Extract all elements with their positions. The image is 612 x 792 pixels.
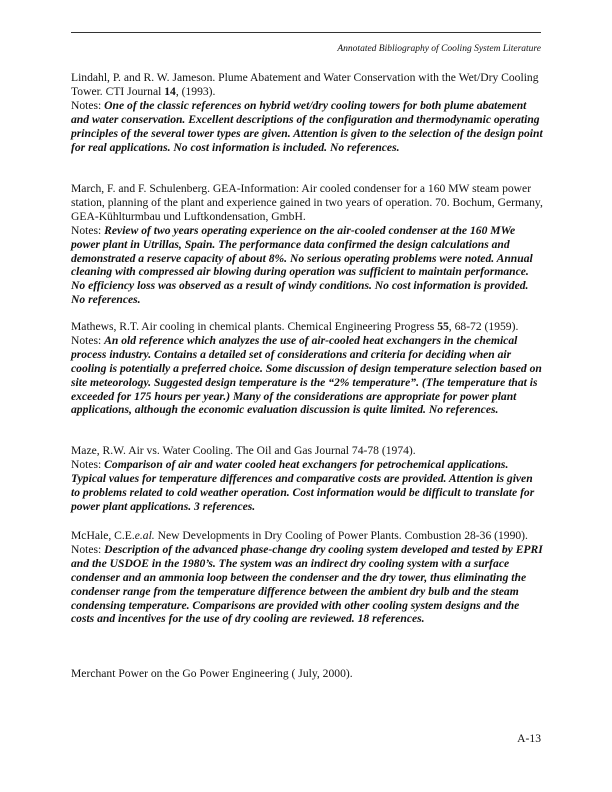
citation: Lindahl, P. and R. W. Jameson. Plume Abatement and Water Conservation with the Wet/Dry Cooling Tower. CTI Journal 14, (1993). xyxy=(71,71,539,98)
citation: McHale, C.E.e.al. New Developments in Dry Cooling of Power Plants. Combustion 28-36 (1990). xyxy=(71,529,528,542)
volume-number: 14 xyxy=(164,84,176,98)
notes-label: Notes: xyxy=(71,457,105,471)
notes-label: Notes: xyxy=(71,333,105,347)
citation: Merchant Power on the Go Power Engineering ( July, 2000). xyxy=(71,667,353,680)
citation: Maze, R.W. Air vs. Water Cooling. The Oil and Gas Journal 74-78 (1974). xyxy=(71,444,416,457)
bibliography-entry xyxy=(71,320,543,417)
annotation-notes: Description of the advanced phase-change dry cooling system developed and tested by EPRI and the USDOE in the 1980’s. The system was an indirect dry cooling system with a surface condenser and an ammonia loop between the condenser and the dry tower, thus eliminating the condenser range from the temperature difference between the ambient dry bulb and the steam condensing temperature. Comparisons are provided with other cooling system designs and the costs and incentives for the use of dry cooling are reviewed. 18 references. xyxy=(71,542,543,626)
volume-number: 55 xyxy=(437,320,449,333)
bibliography-entry xyxy=(71,444,543,514)
bibliography-entry xyxy=(71,667,543,681)
page-number: A-13 xyxy=(517,732,541,745)
annotation-notes: Review of two years operating experience on the air-cooled condenser at the 160 MWe power plant in Utrillas, Spain. The performance data confirmed the design calculations and demonstrated a reserve capacity of about 8%. No serious operating problems were noted. Annual cleaning with compressed air blowing during operation was sufficient to maintain performance. No efficiency loss was observed as a result of windy conditions. No cost information is provided. No references. xyxy=(71,223,533,307)
annotation-notes: An old reference which analyzes the use of air-cooled heat exchangers in the chemical process industry. Contains a detailed set of considerations and criteria for deciding when air cooling is potentially a preferred choice. Some discussion of design temperature selection based on site meteorology. Suggested design temperature is the “2% temperature”. (The temperature that is exceeded for 175 hours per year.) Many of the considerations are appropriate for power plant applications, although the economic evaluation discussion is quite limited. No references. xyxy=(71,333,542,417)
running-head: Annotated Bibliography of Cooling System Literature xyxy=(337,44,541,54)
bibliography-entry xyxy=(71,529,543,626)
bibliography-entry xyxy=(71,71,543,154)
notes-label: Notes: xyxy=(71,98,105,112)
citation: Mathews, R.T. Air cooling in chemical plants. Chemical Engineering Progress 55, 68-72 (1959). xyxy=(71,320,519,333)
annotation-notes: Comparison of air and water cooled heat exchangers for petrochemical applications. Typical values for temperature differences and comparative costs are provided. Attention is given to problems related to cold weather operation. Cost information would be difficult to translate for power plant applications. 3 references. xyxy=(71,457,535,513)
citation: March, F. and F. Schulenberg. GEA-Information: Air cooled condenser for a 160 MW steam power station, planning of the plant and experience gained in two years of operation. 70. Bochum, Germany, GEA-Kühlturmbau und Luftkondensation, GmbH. xyxy=(71,182,543,223)
header-rule xyxy=(71,32,541,33)
et-al: e.al. xyxy=(134,529,155,542)
bibliography-entry xyxy=(71,182,543,307)
notes-label: Notes: xyxy=(71,223,105,237)
annotation-notes: One of the classic references on hybrid wet/dry cooling towers for both plume abatement and water conservation. Excellent descriptions of the configuration and thermodynamic operating principles of the several tower types are given. Attention is given to the selection of the design point for real applications. No cost information is included. No references. xyxy=(71,98,543,154)
notes-label: Notes: xyxy=(71,542,105,556)
